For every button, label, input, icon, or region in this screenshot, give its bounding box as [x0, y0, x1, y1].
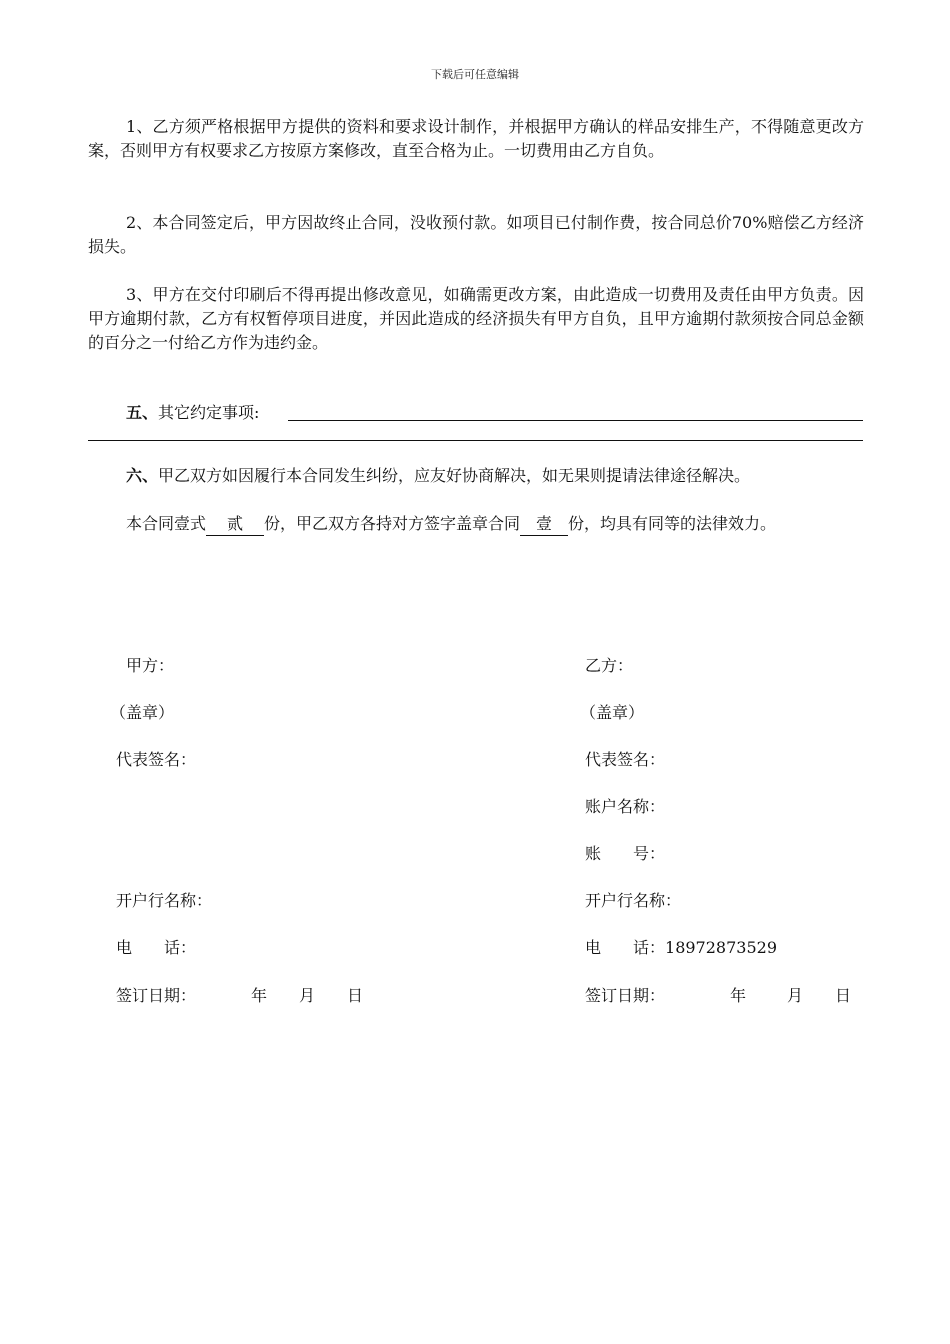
section-6-text: 甲乙双方如因履行本合同发生纠纷，应友好协商解决，如无果则提请法律途径解决。 — [158, 466, 751, 485]
section-5-fill-line[interactable] — [288, 398, 863, 421]
party-a-date-label: 签订日期： — [116, 986, 197, 1005]
party-b-phone-value: 18972873529 — [665, 938, 777, 957]
party-a-day: 日 — [347, 986, 364, 1005]
party-b-bank: 开户行名称： — [585, 891, 682, 910]
section-5-text: 其它约定事项: — [158, 403, 260, 422]
copies-total: 贰 — [206, 513, 264, 536]
party-b-date-label: 签订日期： — [585, 986, 666, 1005]
section-5-second-line[interactable] — [88, 440, 863, 441]
page-header: 下载后可任意编辑 — [431, 68, 519, 81]
party-a-year: 年 — [251, 986, 268, 1005]
section-5-heading — [126, 402, 259, 424]
party-a-month: 月 — [299, 986, 316, 1005]
copies-each: 壹 — [520, 513, 568, 536]
party-b-day: 日 — [835, 986, 852, 1005]
party-b-year: 年 — [730, 986, 747, 1005]
party-b-account-name: 账户名称： — [585, 797, 666, 816]
party-b-rep: 代表签名： — [585, 750, 666, 769]
copies-prefix: 本合同壹式 — [126, 514, 207, 533]
clause-1: 1、乙方须严格根据甲方提供的资料和要求设计制作，并根据甲方确认的样品安排生产，不得随意更改方案，否则甲方有权要求乙方按原方案修改，直至合格为止。一切费用由乙方自负。 — [88, 117, 864, 160]
copies-suffix: 份，均具有同等的法律效力。 — [568, 514, 777, 533]
clause-3: 3、甲方在交付印刷后不得再提出修改意见，如确需更改方案，由此造成一切费用及责任由甲方负责。因甲方逾期付款，乙方有权暂停项目进度，并因此造成的经济损失有甲方自负，且甲方逾期付款须按合同总金额的百分之一付给乙方作为违约金。 — [88, 285, 864, 352]
section-6-label: 六、 — [126, 466, 159, 485]
party-a-rep: 代表签名： — [116, 750, 197, 769]
copies-line — [126, 513, 776, 536]
copies-middle: 份，甲乙双方各持对方签字盖章合同 — [264, 514, 521, 533]
party-a-phone-label: 电 话： — [116, 938, 197, 957]
party-a-bank: 开户行名称： — [116, 891, 213, 910]
party-b-phone-label: 电 话： — [585, 938, 666, 957]
section-5-label: 五、 — [126, 403, 159, 422]
party-a-title: 甲方： — [126, 656, 175, 675]
party-b-month: 月 — [787, 986, 804, 1005]
party-b-account-no: 账 号： — [585, 844, 666, 863]
clause-2: 2、本合同签定后，甲方因故终止合同，没收预付款。如项目已付制作费，按合同总价70%赔偿乙方经济损失。 — [88, 213, 864, 256]
party-b-phone — [585, 937, 777, 959]
party-a-seal: （盖章） — [110, 703, 175, 722]
party-b-title: 乙方： — [585, 656, 634, 675]
section-6 — [126, 465, 750, 487]
party-b-seal: （盖章） — [580, 703, 645, 722]
